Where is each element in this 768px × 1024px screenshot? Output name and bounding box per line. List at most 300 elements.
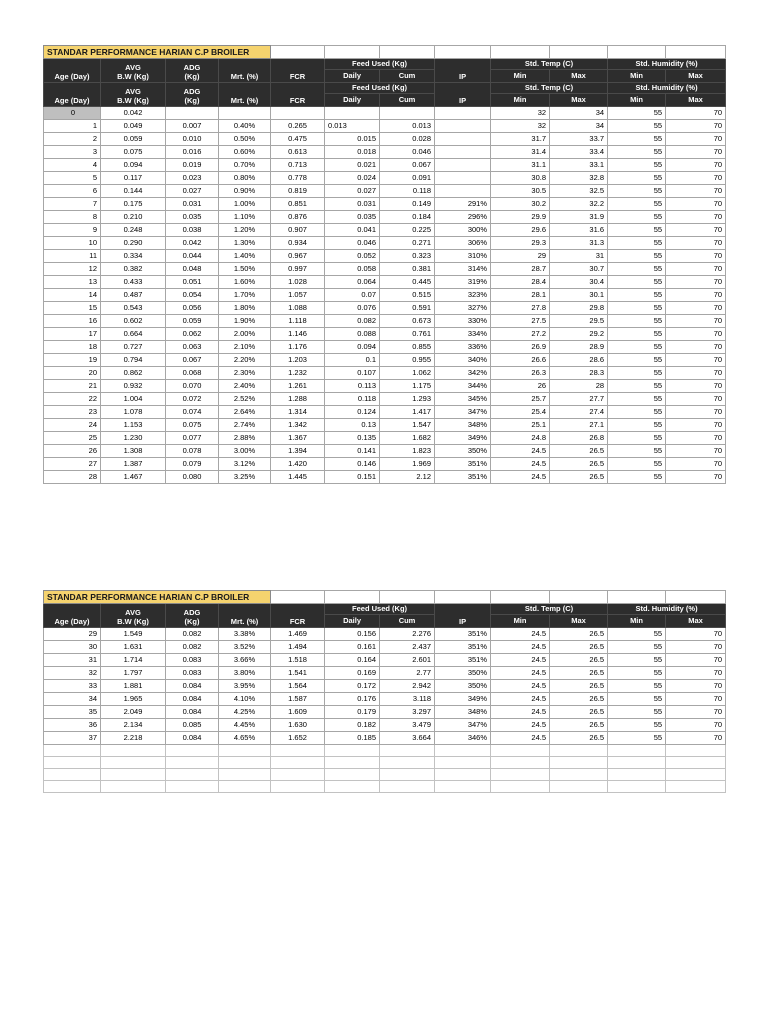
cell-feed-daily: 0.176 <box>325 693 380 706</box>
cell-hum-max: 70 <box>666 133 726 146</box>
cell-mrt: 1.80% <box>219 302 271 315</box>
cell-fcr: 1.394 <box>271 445 325 458</box>
cell-feed-cum: 2.276 <box>380 628 435 641</box>
cell-adg: 0.054 <box>166 289 219 302</box>
cell-ip: 296% <box>435 211 491 224</box>
col-header-fcr: FCR <box>271 83 325 107</box>
cell-mrt: 2.52% <box>219 393 271 406</box>
cell-feed-cum: 1.823 <box>380 445 435 458</box>
avg-label-bottom: B.W (Kg) <box>117 96 149 105</box>
cell-age: 28 <box>44 471 101 484</box>
table-row <box>44 185 726 198</box>
cell-avg-bw: 0.049 <box>101 120 166 133</box>
cell-feed-daily: 0.172 <box>325 680 380 693</box>
col-header-age: Age (Day) <box>44 83 101 107</box>
col-header-feed-daily: Daily <box>325 615 380 628</box>
cell-hum-min: 55 <box>608 354 666 367</box>
empty-cell <box>44 781 101 793</box>
col-header-mrt: Mrt. (%) <box>219 59 271 83</box>
cell-feed-daily: 0.021 <box>325 159 380 172</box>
table-row <box>44 250 726 263</box>
empty-cell <box>325 781 380 793</box>
cell-temp-min: 24.5 <box>491 471 550 484</box>
table-row <box>44 654 726 667</box>
cell-fcr: 1.118 <box>271 315 325 328</box>
cell-temp-min: 26.6 <box>491 354 550 367</box>
col-header-avg-bw <box>101 604 166 628</box>
cell-adg: 0.075 <box>166 419 219 432</box>
cell-ip: 319% <box>435 276 491 289</box>
title-empty-cell <box>380 591 435 604</box>
title-empty-cell <box>380 46 435 59</box>
cell-ip: 300% <box>435 224 491 237</box>
cell-mrt: 2.64% <box>219 406 271 419</box>
table-row <box>44 419 726 432</box>
cell-feed-daily: 0.182 <box>325 719 380 732</box>
cell-fcr: 1.420 <box>271 458 325 471</box>
cell-mrt: 1.20% <box>219 224 271 237</box>
cell-mrt: 3.66% <box>219 654 271 667</box>
cell-fcr: 1.630 <box>271 719 325 732</box>
cell-mrt: 3.25% <box>219 471 271 484</box>
cell-feed-daily: 0.031 <box>325 198 380 211</box>
cell-age: 5 <box>44 172 101 185</box>
cell-hum-min: 55 <box>608 654 666 667</box>
cell-mrt: 0.50% <box>219 133 271 146</box>
empty-cell <box>491 757 550 769</box>
cell-age: 33 <box>44 680 101 693</box>
cell-fcr: 1.057 <box>271 289 325 302</box>
cell-hum-max: 70 <box>666 185 726 198</box>
cell-age: 21 <box>44 380 101 393</box>
cell-avg-bw: 1.467 <box>101 471 166 484</box>
empty-cell <box>666 781 726 793</box>
cell-adg: 0.084 <box>166 732 219 745</box>
cell-feed-cum: 0.381 <box>380 263 435 276</box>
adg-label-bottom: (Kg) <box>184 96 200 105</box>
cell-temp-min: 25.7 <box>491 393 550 406</box>
cell-age: 1 <box>44 120 101 133</box>
table-title: STANDAR PERFORMANCE HARIAN C.P BROILER <box>44 46 271 59</box>
cell-temp-max: 32.2 <box>550 198 608 211</box>
empty-cell <box>219 745 271 757</box>
title-empty-cell <box>435 46 491 59</box>
col-header-ip: IP <box>435 604 491 628</box>
cell-ip <box>435 159 491 172</box>
cell-feed-cum: 0.271 <box>380 237 435 250</box>
col-header-temp-max: Max <box>550 615 608 628</box>
adg-label-top: ADG <box>183 87 201 96</box>
cell-fcr: 1.541 <box>271 667 325 680</box>
cell-mrt: 1.50% <box>219 263 271 276</box>
cell-hum-max: 70 <box>666 406 726 419</box>
table-row <box>44 393 726 406</box>
col-header-hum-min: Min <box>608 70 666 83</box>
empty-cell <box>380 769 435 781</box>
cell-hum-min: 55 <box>608 107 666 120</box>
col-group-feed-used: Feed Used (Kg) <box>325 604 435 615</box>
cell-adg: 0.056 <box>166 302 219 315</box>
cell-temp-min: 24.5 <box>491 641 550 654</box>
cell-feed-cum: 1.062 <box>380 367 435 380</box>
cell-avg-bw: 0.117 <box>101 172 166 185</box>
cell-mrt: 2.88% <box>219 432 271 445</box>
cell-temp-max: 26.5 <box>550 706 608 719</box>
cell-temp-max: 28.9 <box>550 341 608 354</box>
cell-feed-cum: 0.955 <box>380 354 435 367</box>
cell-temp-max: 32.8 <box>550 172 608 185</box>
cell-ip: 351% <box>435 654 491 667</box>
cell-hum-min: 55 <box>608 471 666 484</box>
col-header-ip: IP <box>435 59 491 83</box>
col-header-hum-min: Min <box>608 615 666 628</box>
cell-avg-bw: 0.059 <box>101 133 166 146</box>
cell-avg-bw: 0.487 <box>101 289 166 302</box>
cell-mrt: 3.95% <box>219 680 271 693</box>
adg-label-bottom: (Kg) <box>184 72 200 81</box>
cell-feed-daily: 0.1 <box>325 354 380 367</box>
cell-ip <box>435 107 491 120</box>
cell-avg-bw: 0.664 <box>101 328 166 341</box>
performance-table-1 <box>43 45 726 484</box>
cell-hum-min: 55 <box>608 680 666 693</box>
cell-ip: 347% <box>435 719 491 732</box>
table-row <box>44 289 726 302</box>
cell-mrt: 2.74% <box>219 419 271 432</box>
cell-temp-min: 30.5 <box>491 185 550 198</box>
empty-cell <box>608 745 666 757</box>
cell-temp-max: 30.4 <box>550 276 608 289</box>
empty-cell <box>666 745 726 757</box>
col-header-hum-max: Max <box>666 615 726 628</box>
empty-cell <box>271 745 325 757</box>
cell-temp-min: 24.5 <box>491 654 550 667</box>
cell-temp-min: 28.1 <box>491 289 550 302</box>
cell-fcr: 1.288 <box>271 393 325 406</box>
cell-mrt: 3.80% <box>219 667 271 680</box>
cell-fcr: 1.494 <box>271 641 325 654</box>
cell-ip: 310% <box>435 250 491 263</box>
cell-fcr: 0.475 <box>271 133 325 146</box>
cell-avg-bw: 1.387 <box>101 458 166 471</box>
col-header-feed-cum: Cum <box>380 94 435 107</box>
cell-hum-max: 70 <box>666 419 726 432</box>
cell-age: 18 <box>44 341 101 354</box>
cell-hum-max: 70 <box>666 315 726 328</box>
col-header-ip: IP <box>435 83 491 107</box>
cell-temp-max: 26.5 <box>550 445 608 458</box>
table-row <box>44 406 726 419</box>
cell-age: 32 <box>44 667 101 680</box>
cell-hum-min: 55 <box>608 693 666 706</box>
cell-feed-daily: 0.161 <box>325 641 380 654</box>
cell-adg: 0.084 <box>166 706 219 719</box>
col-group-std-temp: Std. Temp (C) <box>491 83 608 94</box>
cell-ip: 306% <box>435 237 491 250</box>
cell-temp-max: 26.5 <box>550 628 608 641</box>
avg-label-top: AVG <box>125 63 141 72</box>
cell-hum-min: 55 <box>608 641 666 654</box>
cell-hum-max: 70 <box>666 120 726 133</box>
empty-cell <box>271 769 325 781</box>
cell-fcr: 1.203 <box>271 354 325 367</box>
col-header-feed-cum: Cum <box>380 615 435 628</box>
empty-cell <box>550 745 608 757</box>
col-header-temp-min: Min <box>491 94 550 107</box>
cell-adg: 0.016 <box>166 146 219 159</box>
cell-temp-min: 24.5 <box>491 667 550 680</box>
col-header-adg <box>166 83 219 107</box>
adg-label-top: ADG <box>183 63 201 72</box>
cell-age: 7 <box>44 198 101 211</box>
cell-ip: 327% <box>435 302 491 315</box>
cell-temp-max: 26.5 <box>550 719 608 732</box>
cell-hum-max: 70 <box>666 107 726 120</box>
empty-cell <box>491 745 550 757</box>
cell-adg: 0.059 <box>166 315 219 328</box>
cell-mrt: 1.00% <box>219 198 271 211</box>
empty-cell <box>491 781 550 793</box>
cell-fcr: 0.907 <box>271 224 325 237</box>
cell-hum-min: 55 <box>608 667 666 680</box>
cell-ip: 351% <box>435 471 491 484</box>
empty-cell <box>608 769 666 781</box>
cell-adg: 0.063 <box>166 341 219 354</box>
cell-age: 36 <box>44 719 101 732</box>
cell-hum-min: 55 <box>608 315 666 328</box>
table-row <box>44 172 726 185</box>
cell-temp-min: 24.5 <box>491 719 550 732</box>
table-row <box>44 354 726 367</box>
cell-hum-max: 70 <box>666 654 726 667</box>
title-empty-cell <box>435 591 491 604</box>
cell-temp-min: 26 <box>491 380 550 393</box>
cell-adg: 0.019 <box>166 159 219 172</box>
cell-temp-min: 24.5 <box>491 445 550 458</box>
cell-hum-max: 70 <box>666 289 726 302</box>
cell-feed-daily: 0.015 <box>325 133 380 146</box>
cell-hum-min: 55 <box>608 263 666 276</box>
cell-temp-min: 24.5 <box>491 458 550 471</box>
cell-adg: 0.038 <box>166 224 219 237</box>
cell-mrt: 0.80% <box>219 172 271 185</box>
empty-cell <box>435 781 491 793</box>
empty-row <box>44 745 726 757</box>
cell-fcr: 1.176 <box>271 341 325 354</box>
cell-temp-max: 26.8 <box>550 432 608 445</box>
cell-feed-daily: 0.018 <box>325 146 380 159</box>
cell-age: 30 <box>44 641 101 654</box>
cell-mrt: 2.20% <box>219 354 271 367</box>
cell-feed-daily: 0.094 <box>325 341 380 354</box>
cell-feed-daily: 0.118 <box>325 393 380 406</box>
table-row <box>44 628 726 641</box>
cell-hum-max: 70 <box>666 432 726 445</box>
col-header-hum-max: Max <box>666 70 726 83</box>
empty-cell <box>380 781 435 793</box>
cell-age: 37 <box>44 732 101 745</box>
cell-temp-min: 24.5 <box>491 628 550 641</box>
cell-temp-max: 26.5 <box>550 471 608 484</box>
empty-cell <box>325 757 380 769</box>
cell-avg-bw: 1.714 <box>101 654 166 667</box>
cell-adg: 0.082 <box>166 641 219 654</box>
cell-hum-max: 70 <box>666 237 726 250</box>
cell-temp-max: 26.5 <box>550 680 608 693</box>
cell-feed-daily: 0.013 <box>325 120 380 133</box>
col-header-feed-daily: Daily <box>325 94 380 107</box>
cell-fcr: 1.587 <box>271 693 325 706</box>
cell-feed-daily: 0.027 <box>325 185 380 198</box>
cell-temp-min: 32 <box>491 107 550 120</box>
cell-avg-bw: 1.153 <box>101 419 166 432</box>
cell-temp-min: 30.8 <box>491 172 550 185</box>
cell-mrt: 2.00% <box>219 328 271 341</box>
table-row <box>44 315 726 328</box>
cell-avg-bw: 0.210 <box>101 211 166 224</box>
cell-temp-min: 24.5 <box>491 706 550 719</box>
cell-age: 15 <box>44 302 101 315</box>
empty-cell <box>435 745 491 757</box>
cell-hum-min: 55 <box>608 211 666 224</box>
cell-feed-cum: 0.067 <box>380 159 435 172</box>
cell-feed-cum: 3.479 <box>380 719 435 732</box>
cell-feed-daily: 0.058 <box>325 263 380 276</box>
table-row <box>44 120 726 133</box>
cell-temp-min: 31.7 <box>491 133 550 146</box>
cell-temp-min: 25.4 <box>491 406 550 419</box>
title-empty-cell <box>491 591 550 604</box>
table-row <box>44 471 726 484</box>
cell-temp-max: 33.4 <box>550 146 608 159</box>
cell-avg-bw: 1.965 <box>101 693 166 706</box>
cell-ip: 323% <box>435 289 491 302</box>
cell-avg-bw: 0.602 <box>101 315 166 328</box>
cell-age: 34 <box>44 693 101 706</box>
col-group-std-humidity: Std. Humidity (%) <box>608 59 726 70</box>
col-group-std-humidity: Std. Humidity (%) <box>608 604 726 615</box>
table-row <box>44 641 726 654</box>
cell-temp-max: 27.1 <box>550 419 608 432</box>
empty-cell <box>435 769 491 781</box>
header-group-row <box>44 83 726 94</box>
cell-avg-bw: 0.042 <box>101 107 166 120</box>
col-header-temp-min: Min <box>491 615 550 628</box>
cell-feed-cum: 0.149 <box>380 198 435 211</box>
empty-cell <box>550 781 608 793</box>
avg-label-bottom: B.W (Kg) <box>117 72 149 81</box>
cell-age: 31 <box>44 654 101 667</box>
cell-ip: 347% <box>435 406 491 419</box>
cell-fcr: 1.261 <box>271 380 325 393</box>
table-row <box>44 133 726 146</box>
cell-hum-min: 55 <box>608 719 666 732</box>
table-row <box>44 667 726 680</box>
cell-ip <box>435 172 491 185</box>
cell-feed-cum: 1.682 <box>380 432 435 445</box>
cell-mrt: 0.40% <box>219 120 271 133</box>
cell-adg: 0.035 <box>166 211 219 224</box>
col-header-adg <box>166 604 219 628</box>
cell-hum-max: 70 <box>666 211 726 224</box>
cell-feed-cum: 2.601 <box>380 654 435 667</box>
title-empty-cell <box>271 46 325 59</box>
cell-hum-max: 70 <box>666 393 726 406</box>
cell-ip: 349% <box>435 432 491 445</box>
cell-hum-max: 70 <box>666 693 726 706</box>
cell-feed-cum: 2.942 <box>380 680 435 693</box>
cell-mrt: 4.45% <box>219 719 271 732</box>
table-row <box>44 432 726 445</box>
cell-feed-cum: 0.323 <box>380 250 435 263</box>
cell-temp-max: 31.3 <box>550 237 608 250</box>
empty-cell <box>271 757 325 769</box>
cell-hum-min: 55 <box>608 367 666 380</box>
cell-mrt: 1.70% <box>219 289 271 302</box>
cell-age: 27 <box>44 458 101 471</box>
cell-fcr: 1.232 <box>271 367 325 380</box>
cell-hum-max: 70 <box>666 263 726 276</box>
cell-age: 24 <box>44 419 101 432</box>
cell-hum-min: 55 <box>608 432 666 445</box>
cell-avg-bw: 0.175 <box>101 198 166 211</box>
cell-avg-bw: 0.334 <box>101 250 166 263</box>
cell-adg: 0.007 <box>166 120 219 133</box>
cell-mrt: 0.90% <box>219 185 271 198</box>
cell-hum-max: 70 <box>666 354 726 367</box>
cell-temp-max: 27.7 <box>550 393 608 406</box>
cell-hum-min: 55 <box>608 406 666 419</box>
cell-hum-min: 55 <box>608 237 666 250</box>
adg-label-top: ADG <box>183 608 201 617</box>
title-empty-cell <box>491 46 550 59</box>
cell-fcr: 0.997 <box>271 263 325 276</box>
cell-temp-min: 27.5 <box>491 315 550 328</box>
empty-cell <box>380 745 435 757</box>
cell-hum-max: 70 <box>666 641 726 654</box>
cell-mrt: 1.10% <box>219 211 271 224</box>
cell-hum-min: 55 <box>608 172 666 185</box>
cell-fcr: 1.652 <box>271 732 325 745</box>
cell-temp-max: 28 <box>550 380 608 393</box>
cell-age: 2 <box>44 133 101 146</box>
cell-mrt: 0.60% <box>219 146 271 159</box>
cell-temp-max: 26.5 <box>550 641 608 654</box>
empty-cell <box>550 769 608 781</box>
cell-fcr: 0.934 <box>271 237 325 250</box>
cell-age: 26 <box>44 445 101 458</box>
cell-hum-max: 70 <box>666 367 726 380</box>
cell-avg-bw: 1.881 <box>101 680 166 693</box>
cell-fcr: 1.518 <box>271 654 325 667</box>
cell-temp-max: 26.5 <box>550 654 608 667</box>
header-group-row <box>44 59 726 70</box>
cell-hum-min: 55 <box>608 289 666 302</box>
cell-feed-cum: 0.028 <box>380 133 435 146</box>
adg-label-bottom: (Kg) <box>184 617 200 626</box>
col-group-std-humidity: Std. Humidity (%) <box>608 83 726 94</box>
cell-avg-bw: 2.049 <box>101 706 166 719</box>
cell-avg-bw: 2.134 <box>101 719 166 732</box>
cell-ip: 350% <box>435 667 491 680</box>
cell-avg-bw: 1.549 <box>101 628 166 641</box>
empty-row <box>44 757 726 769</box>
cell-avg-bw: 0.075 <box>101 146 166 159</box>
cell-feed-cum: 3.297 <box>380 706 435 719</box>
cell-temp-min: 24.5 <box>491 680 550 693</box>
table-row <box>44 159 726 172</box>
cell-avg-bw: 1.631 <box>101 641 166 654</box>
